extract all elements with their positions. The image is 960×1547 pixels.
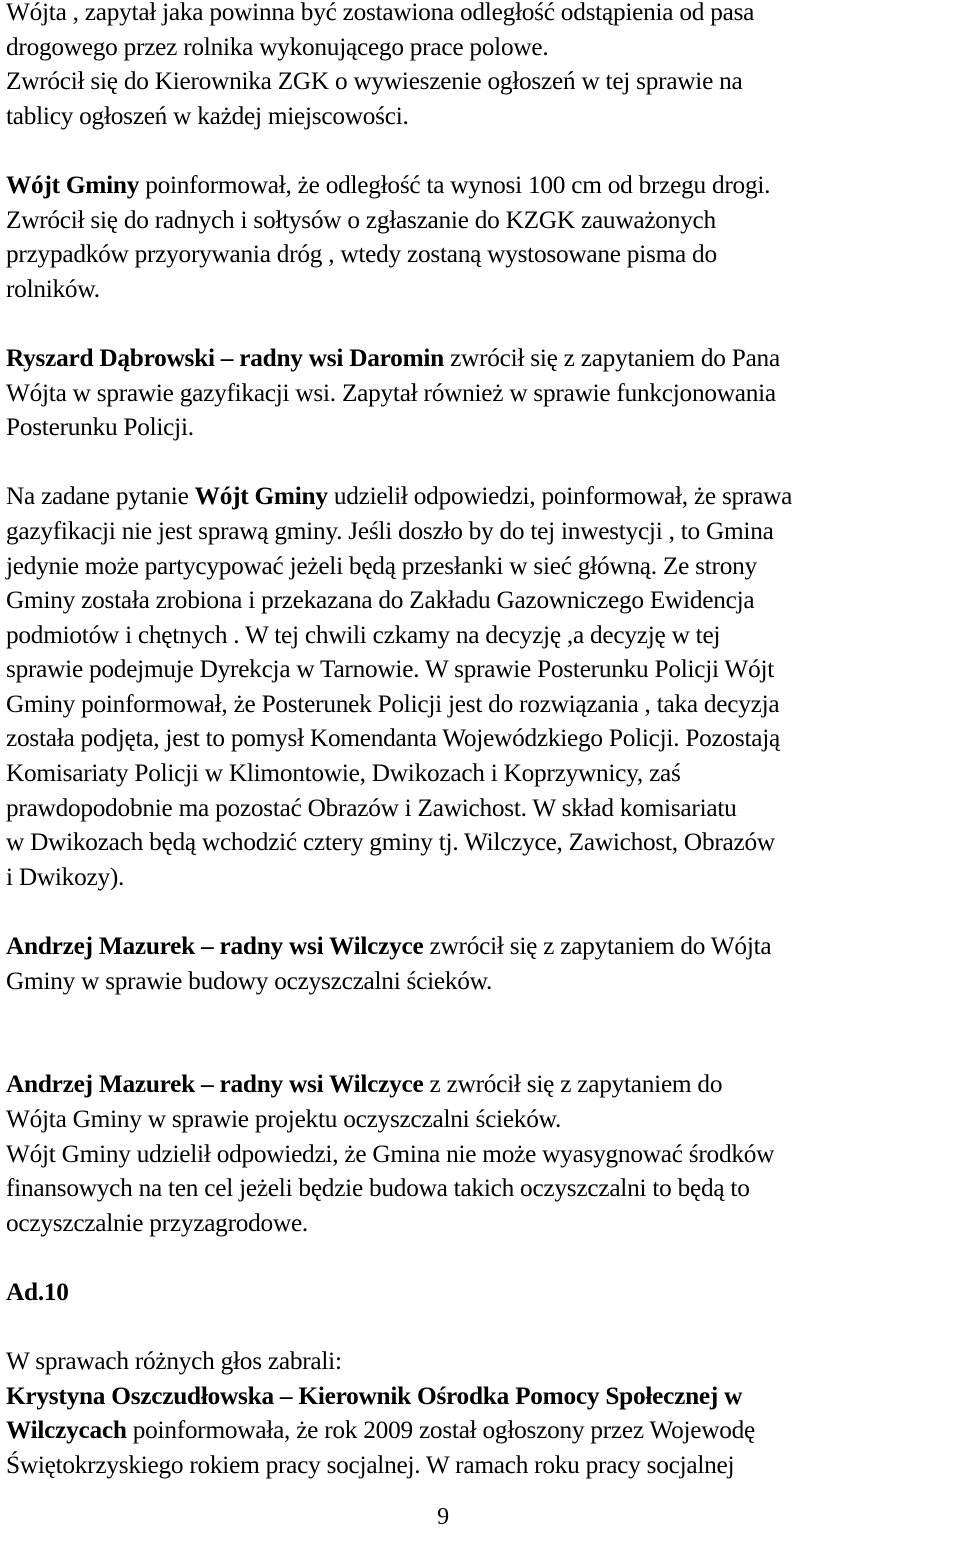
- text-line: [6, 549, 956, 584]
- paragraph: [6, 929, 956, 998]
- text-run: została podjęta, jest to pomysł Komendanta Wojewódzkiego Policji. Pozostają: [6, 724, 781, 753]
- text-line: [6, 0, 956, 30]
- text-line: [6, 30, 956, 65]
- text-run: gazyfikacji nie jest sprawą gminy. Jeśli doszło by do tej inwestycji , to Gmina: [6, 516, 774, 545]
- text-line: [6, 1171, 956, 1206]
- document-page: [6, 0, 956, 1483]
- text-run: zwrócił się z zapytaniem do Pana: [444, 343, 780, 372]
- text-run: Wójta , zapytał jaka powinna być zostawiona odległość odstąpienia od pasa: [6, 0, 755, 26]
- paragraph: [6, 1344, 956, 1482]
- text-run: Gminy w sprawie budowy oczyszczalni ścieków.: [6, 966, 493, 995]
- text-line: [6, 410, 956, 445]
- text-line: [6, 791, 956, 826]
- text-line: [6, 479, 956, 514]
- bold-run: Ryszard Dąbrowski – radny wsi Daromin: [6, 343, 444, 372]
- text-run: poinformowała, że rok 2009 został ogłoszony przez Wojewodę: [126, 1416, 756, 1445]
- text-line: [6, 1379, 956, 1414]
- bold-run: Andrzej Mazurek – radny wsi Wilczyce: [6, 1070, 424, 1099]
- text-line: [6, 168, 956, 203]
- text-line: [6, 237, 956, 272]
- text-run: zwrócił się z zapytaniem do Wójta: [423, 932, 772, 961]
- text-line: [6, 1137, 956, 1172]
- page-number: 9: [437, 1504, 449, 1530]
- text-line: [6, 1448, 956, 1483]
- paragraph: [6, 0, 956, 133]
- paragraph-spacer: [6, 1240, 956, 1275]
- text-run: Gminy poinformował, że Posterunek Policji jest do rozwiązania , taka decyzja: [6, 689, 780, 718]
- text-run: poinformował, że odległość ta wynosi 100 cm od brzegu drogi.: [139, 170, 771, 199]
- text-line: [6, 721, 956, 756]
- text-line: [6, 964, 956, 999]
- paragraph-spacer: [6, 445, 956, 480]
- text-run: Gminy została zrobiona i przekazana do Zakładu Gazowniczego Ewidencja: [6, 586, 755, 615]
- paragraph-spacer: [6, 1310, 956, 1345]
- bold-run: Wójt Gminy: [194, 482, 328, 511]
- text-line: [6, 652, 956, 687]
- text-line: [6, 687, 956, 722]
- text-run: i Dwikozy).: [6, 862, 125, 891]
- text-run: finansowych na ten cel jeżeli będzie budowa takich oczyszczalni to będą to: [6, 1174, 750, 1203]
- text-line: [6, 1413, 956, 1448]
- text-line: [6, 756, 956, 791]
- text-run: drogowego przez rolnika wykonującego prace polowe.: [6, 32, 549, 61]
- text-line: [6, 514, 956, 549]
- text-line: [6, 1206, 956, 1241]
- text-line: [6, 929, 956, 964]
- text-run: sprawie podejmuje Dyrekcja w Tarnowie. W sprawie Posterunku Policji Wójt: [6, 655, 775, 684]
- paragraph: [6, 168, 956, 306]
- text-line: [6, 583, 956, 618]
- text-run: Zwrócił się do Kierownika ZGK o wywieszenie ogłoszeń w tej sprawie na: [6, 67, 743, 96]
- text-line: [6, 618, 956, 653]
- text-line: [6, 341, 956, 376]
- bold-run: Ad.10: [6, 1277, 69, 1306]
- text-line: [6, 64, 956, 99]
- text-run: W sprawach różnych głos zabrali:: [6, 1347, 342, 1376]
- text-run: w Dwikozach będą wchodzić cztery gminy tj. Wilczyce, Zawichost, Obrazów: [6, 828, 775, 857]
- text-run: Zwrócił się do radnych i sołtysów o zgłaszanie do KZGK zauważonych: [6, 205, 716, 234]
- text-run: Wójta w sprawie gazyfikacji wsi. Zapytał również w sprawie funkcjonowania: [6, 378, 776, 407]
- paragraph-spacer: [6, 133, 956, 168]
- text-run: Wójta Gminy w sprawie projektu oczyszczalni ścieków.: [6, 1105, 562, 1133]
- text-line: [6, 376, 956, 411]
- text-run: Komisariaty Policji w Klimontowie, Dwikozach i Koprzywnicy, zaś: [6, 759, 681, 788]
- text-line: [6, 825, 956, 860]
- text-line: [6, 1275, 956, 1310]
- text-line: [6, 1344, 956, 1379]
- bold-run: Krystyna Oszczudłowska – Kierownik Ośrodka Pomocy Społecznej w: [6, 1381, 743, 1410]
- paragraph-spacer: [6, 998, 956, 1067]
- paragraph-spacer: [6, 894, 956, 929]
- text-run: tablicy ogłoszeń w każdej miejscowości.: [6, 101, 409, 130]
- text-line: [6, 272, 956, 307]
- text-line: [6, 99, 956, 134]
- text-run: Posterunku Policji.: [6, 413, 194, 442]
- text-run: Na zadane pytanie: [6, 482, 195, 511]
- paragraph: [6, 479, 956, 894]
- text-run: rolników.: [6, 274, 100, 303]
- text-line: [6, 1067, 956, 1102]
- text-run: Świętokrzyskiego rokiem pracy socjalnej. W ramach roku pracy socjalnej: [6, 1450, 735, 1479]
- text-run: przypadków przyorywania dróg , wtedy zostaną wystosowane pisma do: [6, 240, 717, 269]
- text-line: [6, 860, 956, 895]
- text-line: [6, 203, 956, 238]
- section-heading: [6, 1275, 956, 1310]
- text-run: oczyszczalnie przyzagrodowe.: [6, 1208, 309, 1237]
- paragraph: [6, 341, 956, 445]
- text-run: udzielił odpowiedzi, poinformował, że sprawa: [327, 482, 793, 511]
- text-run: z zwrócił się z zapytaniem do: [423, 1070, 723, 1099]
- bold-run: Wilczycach: [6, 1416, 127, 1445]
- text-run: prawdopodobnie ma pozostać Obrazów i Zawichost. W skład komisariatu: [6, 793, 737, 822]
- paragraph-spacer: [6, 306, 956, 341]
- text-run: Wójt Gminy udzielił odpowiedzi, że Gmina nie może wyasygnować środków: [6, 1139, 775, 1168]
- bold-run: Andrzej Mazurek – radny wsi Wilczyce: [6, 932, 424, 961]
- paragraph: [6, 1067, 956, 1240]
- text-line: [6, 1102, 956, 1137]
- text-run: jedynie może partycypować jeżeli będą przesłanki w sieć główną. Ze strony: [6, 551, 757, 580]
- bold-run: Wójt Gminy: [6, 170, 140, 199]
- text-run: podmiotów i chętnych . W tej chwili czkamy na decyzję ,a decyzję w tej: [6, 620, 721, 649]
